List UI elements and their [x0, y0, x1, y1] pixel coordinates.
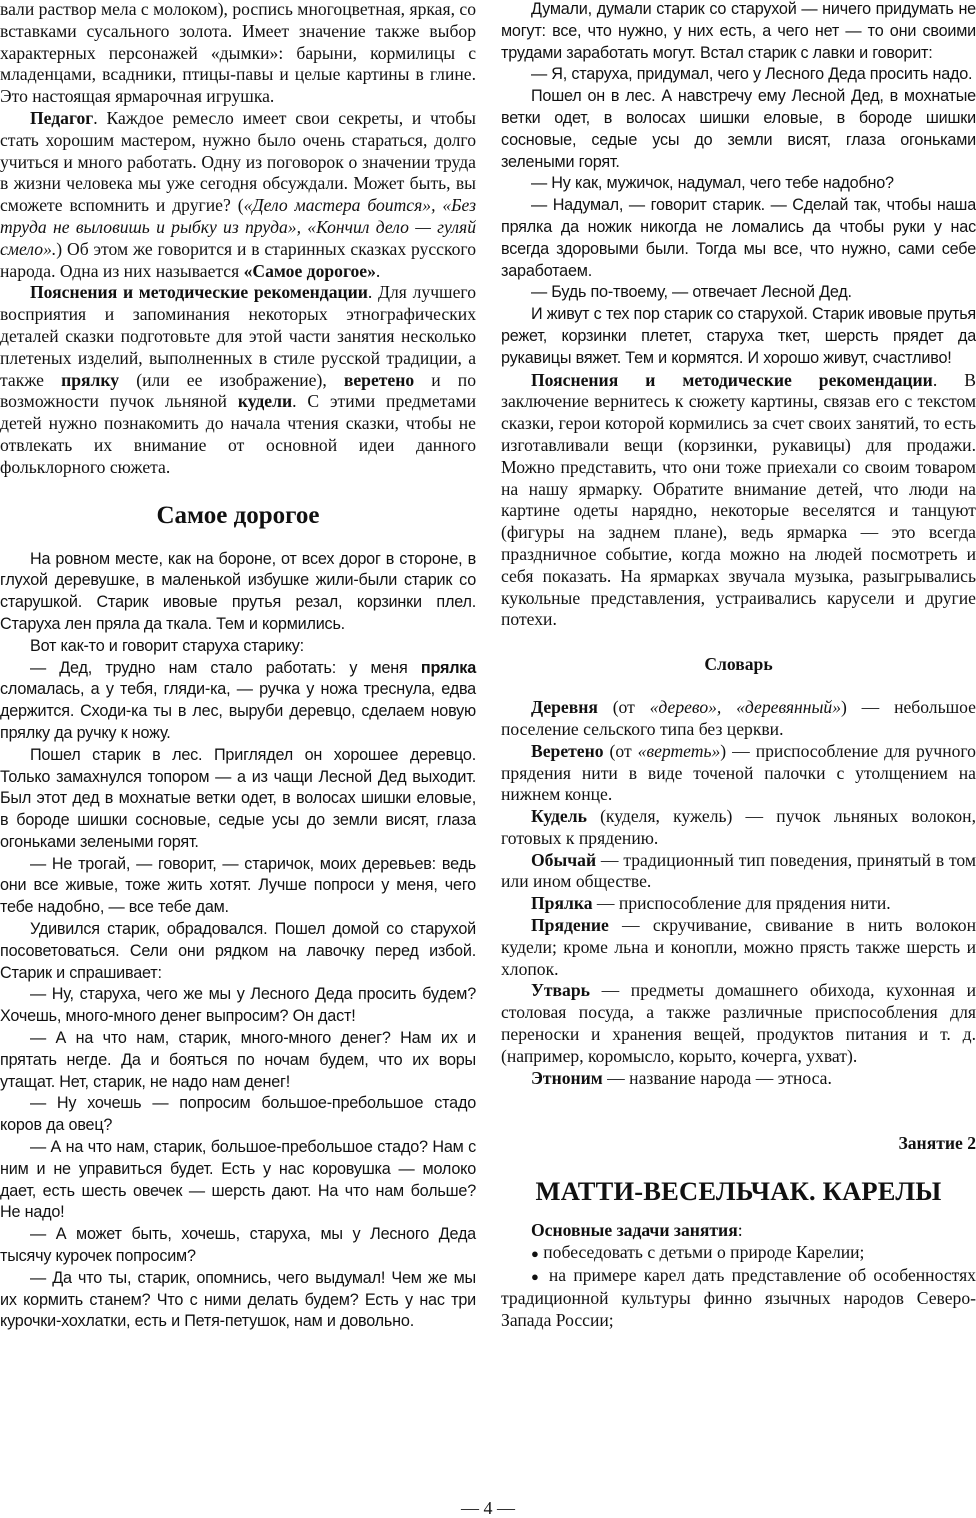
- text: — скручивание, свивание в нить волокон кудели; кроме льна и конопли, можно прясть также шерсть и хлопок.: [501, 915, 976, 979]
- story-paragraph: — Ну, старуха, чего же мы у Лесного Деда просить будем? Хочешь, много-много денег выпросим? Он даст!: [0, 985, 476, 1026]
- vocabulary-entry: [501, 697, 976, 741]
- term: Утварь: [531, 980, 590, 1001]
- text: . С этими предметами детей нужно познакомить до начала чтения сказки, чтобы не отвлекать их внимание от основной идеи данного фольклорного сюжета.: [0, 391, 476, 477]
- text: :: [737, 1220, 743, 1241]
- story-paragraph: — Ну как, мужичок, надумал, чего тебе надобно?: [531, 174, 894, 193]
- text: — традиционный тип поведения, принятый в том или ином обществе.: [501, 849, 976, 892]
- story-paragraph: На ровном месте, как на бороне, от всех дорог в стороне, в глухой деревушке, в маленькой избушке жили-были старик со старушкой. Старик ивовые прутья резал, корзинки плел. Старуха лен пряла да ткала. Тем и кормились.: [0, 549, 476, 633]
- text: .: [375, 260, 381, 281]
- vocabulary-list: [501, 697, 976, 1089]
- text: — название народа — этноса.: [602, 1067, 832, 1088]
- term: Этноним: [531, 1067, 603, 1088]
- term: Деревня: [531, 697, 598, 718]
- story-paragraph: — Я, старуха, придумал, чего у Лесного Деда просить надо.: [531, 65, 973, 84]
- story-paragraph: — Надумал, — говорит старик. — Сделай так, чтобы наша прялка да ножик никогда не ломались да чтобы руки у нас всегда здоровыми были. Тогда мы все, что нужно, сами себе заработаем.: [501, 196, 976, 280]
- vocabulary-entry: [501, 893, 976, 915]
- story-paragraph: — А на что нам, старик, много-много денег? Нам их и прятать негде. Да и бояться по ночам будем, что их воры утащат. Нет, старик, не надо нам денег!: [0, 1029, 476, 1091]
- term: прялку: [61, 369, 120, 390]
- text: — Дед, трудно нам стало работать: у меня: [30, 658, 421, 677]
- tasks-heading: [501, 1220, 976, 1242]
- paragraph-pedagog: [0, 108, 476, 282]
- story-continued: [501, 0, 976, 370]
- term: кудели: [237, 391, 293, 412]
- intro-text: [0, 0, 476, 479]
- term: Прядение: [531, 915, 609, 936]
- vocabulary-entry: [501, 1068, 976, 1090]
- recommendations: [501, 370, 976, 632]
- lesson-label: Занятие 2: [898, 1133, 976, 1154]
- text: побеседовать с детьми о природе Карелии;: [543, 1242, 865, 1263]
- story-paragraph: Пошел он в лес. А навстречу ему Лесной Дед, в мохнатые ветки одет, в волосах шишки еловые, в бороде шишки сосновые, седые усы до земли висят, глаза огоньками зелеными горят.: [501, 87, 976, 171]
- vocabulary-entry: [501, 915, 976, 980]
- text: (куделя, кужель) — пучок льняных волокон, готовых к прядению.: [501, 806, 976, 848]
- term: веретено: [343, 369, 415, 390]
- task-item: [501, 1265, 976, 1331]
- story-title: Самое дорогое: [156, 501, 320, 529]
- text: . Каждое ремесло имеет свои секреты, и чтобы стать хорошим мастером, нужно было очень стараться, долго учиться и много работать. Одну из поговорок о значении труда в жизни человека мы уже сегодня обсуждали. Может быть, вы сможете вспомнить и другие? (: [0, 107, 476, 216]
- etymology: «дерево», «деревянный»: [649, 697, 842, 718]
- term: Веретено: [531, 740, 604, 761]
- lesson-title: МАТТИ-ВЕСЕЛЬЧАК. КАРЕЛЫ: [535, 1176, 942, 1207]
- right-column: [501, 0, 976, 1331]
- left-column: [0, 0, 476, 1333]
- bullet-icon: ●: [531, 1246, 539, 1262]
- text: . Для лучшего восприятия и запоминания некоторых этнографических деталей сказки подготовьте для этой части занятия несколько плетеных изделий, выполненных в стиле русской традиции, а также: [0, 282, 476, 390]
- text: (от: [603, 740, 638, 761]
- section-label: Пояснения и методические рекомендации: [531, 369, 933, 390]
- text: — предметы домашнего обихода, кухонная и столовая посуда, а также различные приспособления для переноски и хранения вещей, продуктов питания и т. д. (например, коромысло, корыто, кочерга, ухват).: [501, 980, 976, 1066]
- term: Прялка: [531, 893, 593, 914]
- story-paragraph: — Будь по-твоему, — отвечает Лесной Дед.: [531, 283, 852, 302]
- vocabulary-entry: [501, 850, 976, 894]
- story-paragraph: Вот как-то и говорит старуха старику:: [30, 636, 304, 655]
- text: ) — приспособление для ручного прядения нити в виде точеной палочки с утолщением на нижнем конце.: [501, 740, 976, 805]
- text: — приспособление для прядения нити.: [592, 893, 891, 914]
- vocabulary-entry: [501, 741, 976, 806]
- bullet-icon: ●: [531, 1269, 542, 1285]
- text: на примере карел дать представление об особенностях традиционной культуры финно язычных народов Северо-Запада России;: [501, 1265, 976, 1330]
- paragraph-recommendations: [501, 370, 976, 632]
- story-paragraph: И живут с тех пор старик со старухой. Старик ивовые прутья режет, корзинки плетет, старуха ткет, шерсть прядет да рукавицы вяжет. Тем и кормятся. И хорошо живут, счастливо!: [501, 305, 976, 367]
- vocabulary-entry: [501, 980, 976, 1067]
- paragraph-recommendations: [0, 282, 476, 478]
- page-number: — 4 —: [461, 1498, 515, 1518]
- story-paragraph: Думали, думали старик со старухой — ничего придумать не могут: все, что нужно, у них есть, а чего нет — то они своими трудами заработать могут. Встал старик с лавки и говорит:: [501, 0, 976, 62]
- text: и по возможности пучок льняной: [0, 369, 476, 412]
- story-paragraph: — Ну хочешь — попросим большое-пребольшое стадо коров да овец?: [0, 1094, 476, 1135]
- lesson-tasks: [501, 1220, 976, 1331]
- vocabulary-entry: [501, 806, 976, 850]
- story-paragraph: Пошел старик в лес. Приглядел он хорошее деревцо. Только замахнулся топором — а из чащи Лесной Дед выходит. Был этот дед в мохнатые ветки одет, в волосах шишки еловые, в бороде шишки сосновые, седые усы до земли висят, глаза огоньками зелеными горят.: [0, 745, 476, 851]
- story-paragraph: — Не трогай, — говорит, — старичок, моих деревьев: ведь они все живые, тоже жить хотят. Лучше попроси у меня, чего тебе надобно, — все тебе дам.: [0, 854, 476, 917]
- term: Обычай: [531, 849, 597, 870]
- text: ) Об этом же говорится и в старинных сказках русского народа. Одна из них называется: [0, 238, 476, 281]
- etymology: «вертеть»: [637, 740, 721, 761]
- paragraph: вали раствор мела с молоком), роспись многоцветная, яркая, со вставками сусального золота. Имеет значение также выбор характерных персонажей «дымки»: барыни, кормилицы с младенцами, всадники, птицы-павы и целые картины в глине. Это настоящая ярмарочная игрушка.: [0, 0, 476, 107]
- text: (от: [597, 697, 650, 718]
- story-paragraph: — Да что ты, старик, опомнись, чего выдумал! Чем же мы их кормить станем? Что с ними делать будем? Есть у нас три курочки-хохлатки, есть и Петя-петушок, нам и довольно.: [0, 1268, 476, 1331]
- text: сломалась, а у тебя, гляди-ка, — ручка у ножа треснула, едва держится. Сходи-ка ты в лес, выруби деревцо, сделаем новую прялку да ручку к ножу.: [0, 680, 476, 742]
- text: ) — небольшое поселение сельского типа без церкви.: [501, 697, 976, 739]
- tasks-label: Основные задачи занятия: [531, 1220, 738, 1241]
- proverbs: «Дело мастера боится», «Без труда не выловишь и рыбку из пруда», «Кончил дело — гуляй смело».: [0, 195, 477, 259]
- story-text: [0, 549, 476, 1334]
- story-paragraph: [0, 658, 476, 745]
- text: (или ее изображение),: [119, 369, 344, 390]
- section-label: Пояснения и методические рекомендации: [30, 282, 368, 303]
- term: прялка: [420, 658, 476, 677]
- vocabulary-title: Словарь: [704, 654, 773, 675]
- task-item: [501, 1242, 976, 1265]
- speaker-label: Педагог: [30, 107, 94, 128]
- story-paragraph: — А может быть, хочешь, старуха, мы у Лесного Деда тысячу курочек попросим?: [0, 1225, 476, 1266]
- tale-title-ref: «Самое дорогое»: [243, 260, 376, 281]
- story-paragraph: Удивился старик, обрадовался. Пошел домой со старухой посоветоваться. Сели они рядком на лавочку перед избой. Старик и спрашивает:: [0, 920, 476, 982]
- story-paragraph: — А на что нам, старик, большое-пребольшое стадо? Нам с ним и не управиться будет. Есть у нас коровушка — молоко дает, есть шесть овечек — шерсть дают. На что нам больше? Не надо!: [0, 1138, 476, 1222]
- term: Кудель: [531, 806, 587, 827]
- text: . В заключение вернитесь к сюжету картины, связав его с текстом сказки, герои которой кормились за счет своих занятий, то есть изготавливали вещи (корзинки, рукавицы) для продажи. Можно представить, что они тоже приехали со своим товаром на нашу ярмарку. Обратите внимание детей, что люди на картине одеты нарядно, некоторые веселятся и танцуют (фигуры на заднем плане), ведь ярмарка — это всегда праздничное событие, когда можно на людей посмотреть и себя показать. На ярмарках звучала музыка, разыгрывались кукольные представления, устраивались карусели и другие потехи.: [501, 369, 976, 630]
